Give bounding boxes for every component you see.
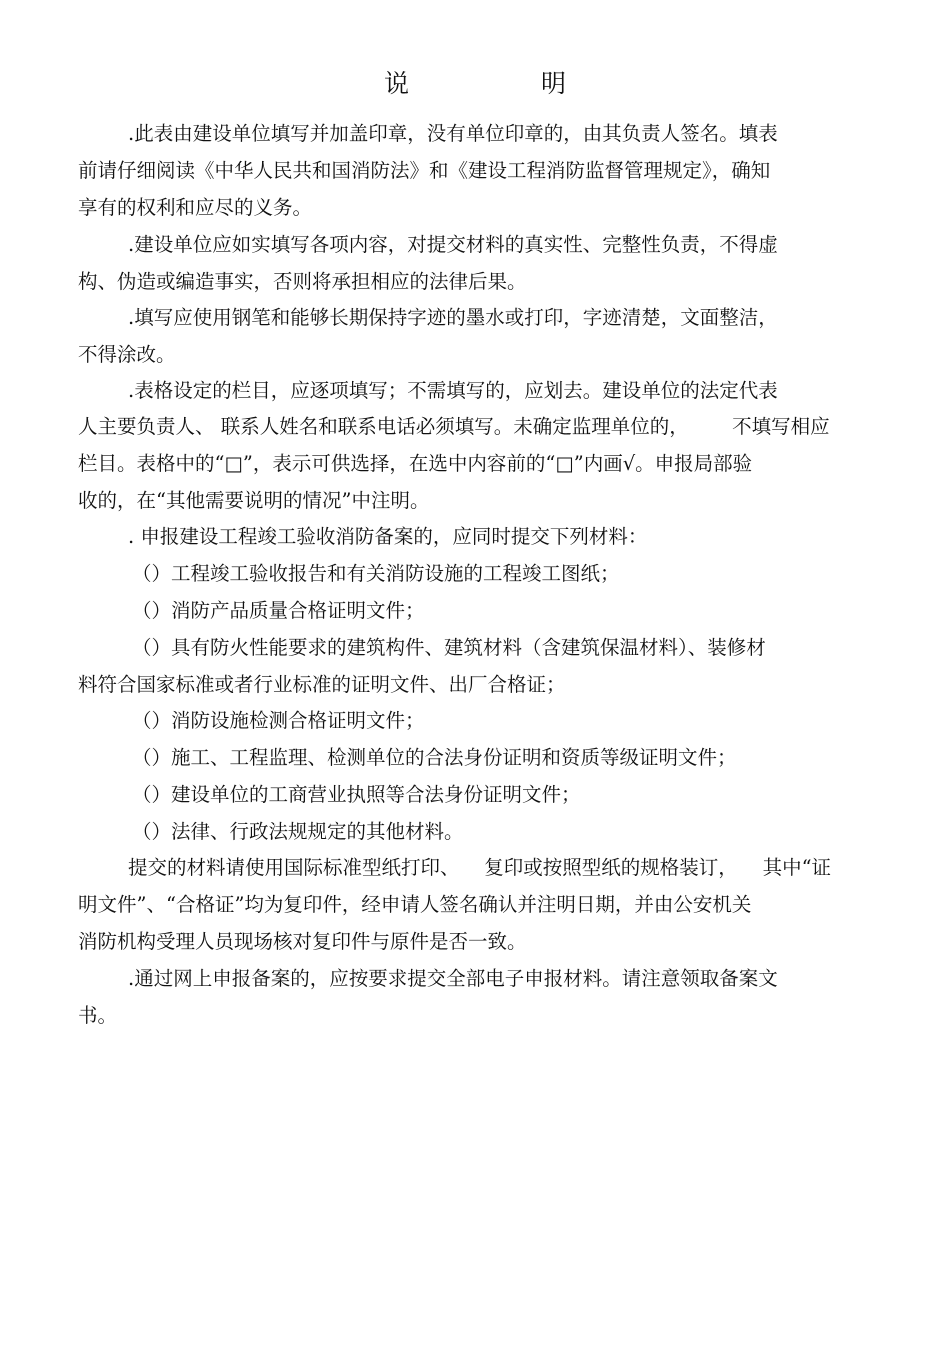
text-line: 栏目。表格中的“□”，表示可供选择，在选中内容前的“□”内画√。申报局部验 — [78, 452, 753, 475]
text-line: 消防机构受理人员现场核对复印件与原件是否一致。 — [78, 930, 527, 953]
list-item: （）施工、工程监理、检测单位的合法身份证明和资质等级证明文件； — [132, 746, 737, 769]
text-line: 料符合国家标准或者行业标准的证明文件、出厂合格证； — [78, 673, 566, 696]
text-line: 人主要负责人、 联系人姓名和联系电话必须填写。未确定监理单位的， 不填写相应 — [78, 415, 830, 438]
text-line: .通过网上申报备案的，应按要求提交全部电子申报材料。请注意领取备案文 — [128, 967, 778, 990]
text-line: .表格设定的栏目，应逐项填写；不需填写的，应划去。建设单位的法定代表 — [128, 379, 778, 402]
text-line: .建设单位应如实填写各项内容，对提交材料的真实性、完整性负责，不得虚 — [128, 233, 778, 256]
text-line: 书。 — [78, 1004, 118, 1027]
list-item: （）建设单位的工商营业执照等合法身份证明文件； — [132, 783, 581, 806]
list-item: （）具有防火性能要求的建筑构件、建筑材料（含建筑保温材料）、装修材 — [132, 636, 766, 659]
text-line: 不得涂改。 — [78, 343, 176, 366]
list-item: （）消防产品质量合格证明文件； — [132, 599, 425, 622]
text-line: 提交的材料请使用国际标准型纸打印、 复印或按照型纸的规格装订， 其中“证 — [128, 856, 832, 879]
text-line: .此表由建设单位填写并加盖印章，没有单位印章的，由其负责人签名。填表 — [128, 122, 778, 145]
text-line: 享有的权利和应尽的义务。 — [78, 196, 313, 219]
page-title: 说 明 — [384, 69, 628, 98]
list-item: （）消防设施检测合格证明文件； — [132, 709, 425, 732]
text-line: .填写应使用钢笔和能够长期保持字迹的墨水或打印，字迹清楚，文面整洁， — [128, 306, 778, 329]
text-line: 前请仔细阅读《中华人民共和国消防法》和《建设工程消防监督管理规定》，确知 — [78, 159, 771, 182]
text-line: 构、伪造或编造事实，否则将承担相应的法律后果。 — [78, 270, 527, 293]
text-line: 收的，在“其他需要说明的情况”中注明。 — [78, 489, 430, 512]
text-line: . 申报建设工程竣工验收消防备案的，应同时提交下列材料： — [128, 525, 648, 548]
text-line: 明文件”、“合格证”均为复印件，经申请人签名确认并注明日期，并由公安机关 — [78, 893, 752, 916]
list-item: （）法律、行政法规规定的其他材料。 — [132, 820, 464, 843]
list-item: （）工程竣工验收报告和有关消防设施的工程竣工图纸； — [132, 562, 620, 585]
